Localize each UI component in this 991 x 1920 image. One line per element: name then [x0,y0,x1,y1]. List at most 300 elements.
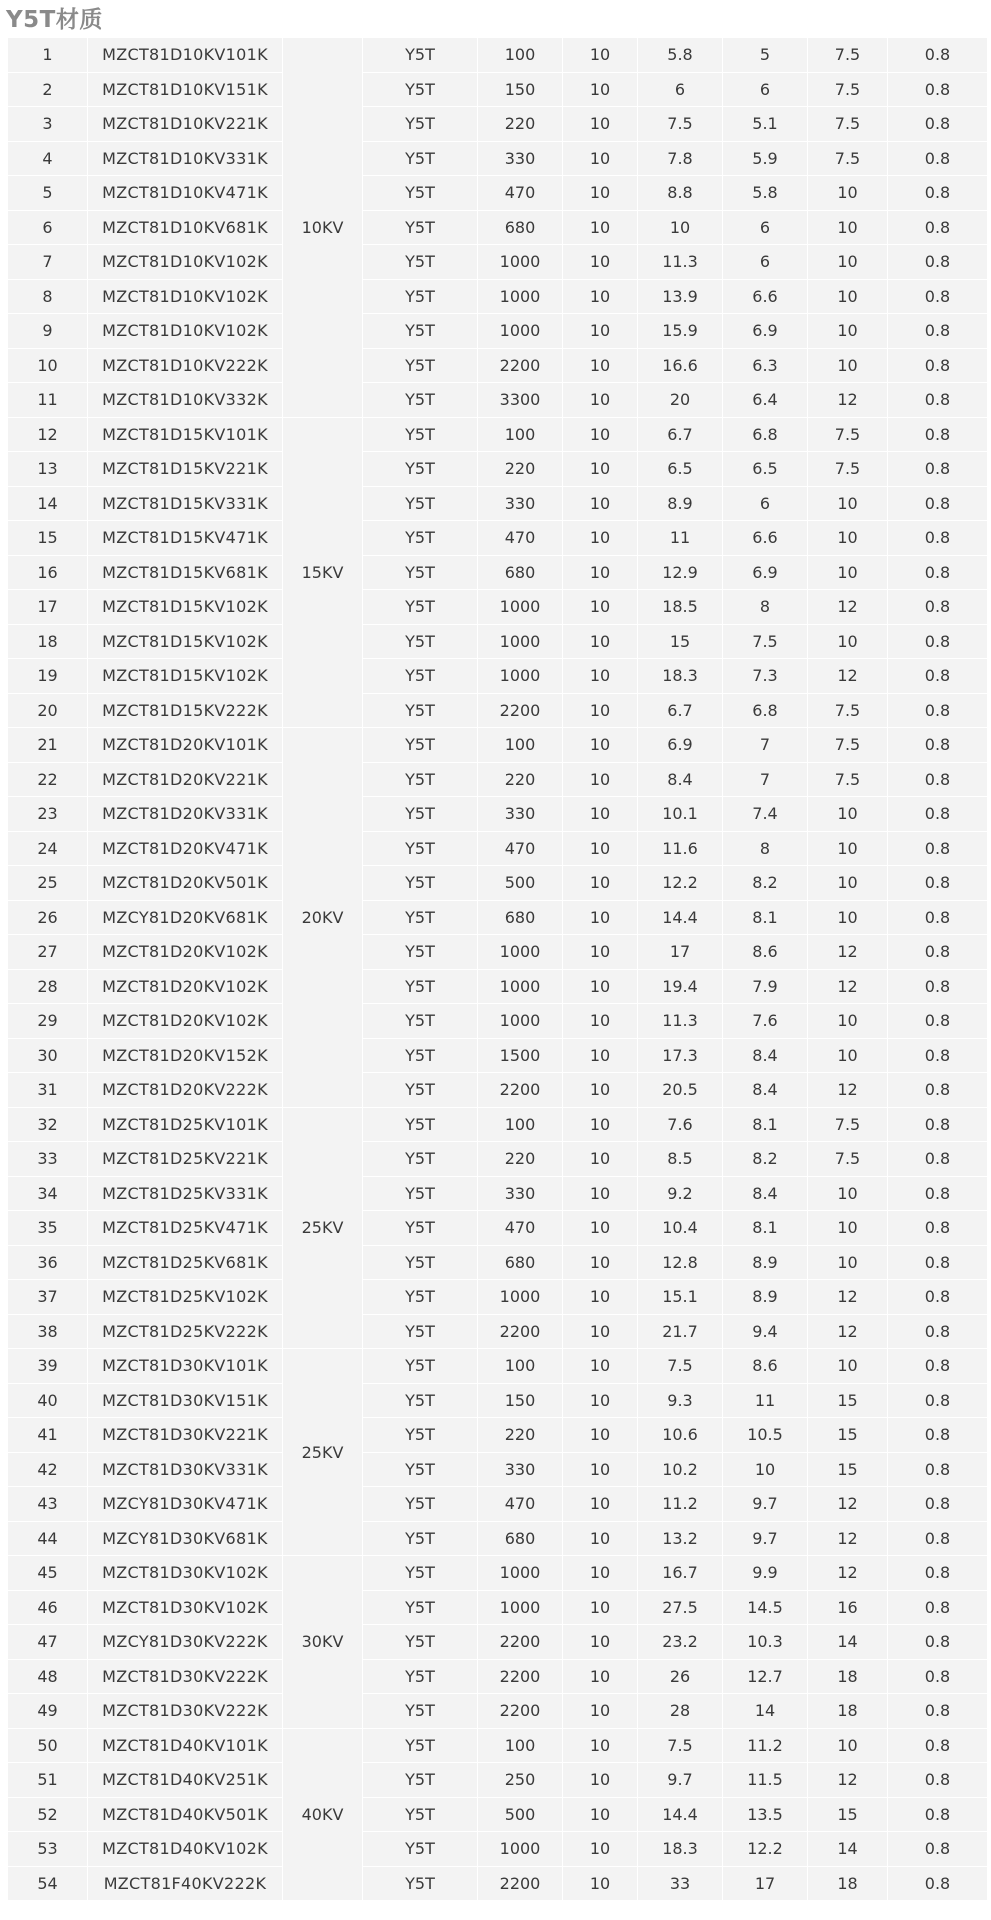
lead-diameter-cell: 0.8 [888,1383,988,1418]
thickness-cell: 10.5 [723,1418,808,1453]
table-row [8,969,988,1004]
lead-spacing-cell: 15 [808,1797,888,1832]
table-row [8,1107,988,1142]
lead-spacing-cell: 15 [808,1383,888,1418]
page-title: Y5T材质 [6,7,103,33]
tolerance-cell: 10 [563,1728,638,1763]
material-cell: Y5T [363,797,478,832]
lead-diameter-cell: 0.8 [888,1418,988,1453]
table-row [8,1452,988,1487]
lead-spacing-cell: 7.5 [808,107,888,142]
table-row [8,831,988,866]
lead-spacing-cell: 7.5 [808,728,888,763]
diameter-cell: 8.4 [638,762,723,797]
material-cell: Y5T [363,417,478,452]
material-cell: Y5T [363,1590,478,1625]
lead-diameter-cell: 0.8 [888,935,988,970]
thickness-cell: 7.6 [723,1004,808,1039]
capacitance-cell: 1000 [478,245,563,280]
diameter-cell: 10.2 [638,1452,723,1487]
thickness-cell: 8 [723,831,808,866]
tolerance-cell: 10 [563,797,638,832]
diameter-cell: 15.1 [638,1280,723,1315]
lead-spacing-cell: 12 [808,1556,888,1591]
lead-diameter-cell: 0.8 [888,1280,988,1315]
lead-diameter-cell: 0.8 [888,245,988,280]
capacitance-cell: 100 [478,38,563,73]
thickness-cell: 14 [723,1694,808,1729]
material-cell: Y5T [363,1073,478,1108]
thickness-cell: 8.9 [723,1245,808,1280]
model-number-cell: MZCT81D20KV222K [88,1073,283,1108]
capacitance-cell: 220 [478,1142,563,1177]
table-row [8,762,988,797]
model-number-cell: MZCT81D15KV221K [88,452,283,487]
diameter-cell: 18.3 [638,1832,723,1867]
lead-spacing-cell: 12 [808,1280,888,1315]
capacitance-cell: 2200 [478,348,563,383]
model-number-cell: MZCT81D30KV151K [88,1383,283,1418]
diameter-cell: 17.3 [638,1038,723,1073]
lead-diameter-cell: 0.8 [888,693,988,728]
tolerance-cell: 10 [563,141,638,176]
capacitance-cell: 470 [478,176,563,211]
table-row [8,728,988,763]
tolerance-cell: 10 [563,486,638,521]
lead-spacing-cell: 10 [808,486,888,521]
capacitance-cell: 1000 [478,1004,563,1039]
lead-spacing-cell: 14 [808,1832,888,1867]
table-row [8,141,988,176]
voltage-group-cell: 25KV [283,1349,363,1556]
lead-spacing-cell: 14 [808,1625,888,1660]
lead-spacing-cell: 10 [808,1004,888,1039]
material-cell: Y5T [363,1314,478,1349]
material-cell: Y5T [363,831,478,866]
model-number-cell: MZCT81D10KV331K [88,141,283,176]
material-cell: Y5T [363,1176,478,1211]
lead-spacing-cell: 15 [808,1452,888,1487]
capacitance-cell: 2200 [478,1073,563,1108]
table-row [8,693,988,728]
lead-spacing-cell: 12 [808,935,888,970]
model-number-cell: MZCT81D40KV501K [88,1797,283,1832]
material-cell: Y5T [363,314,478,349]
row-number-cell: 51 [8,1763,88,1798]
thickness-cell: 8.1 [723,900,808,935]
lead-diameter-cell: 0.8 [888,900,988,935]
capacitance-cell: 1500 [478,1038,563,1073]
lead-spacing-cell: 10 [808,866,888,901]
capacitance-cell: 680 [478,210,563,245]
lead-spacing-cell: 16 [808,1590,888,1625]
material-cell: Y5T [363,1556,478,1591]
model-number-cell: MZCT81D15KV681K [88,555,283,590]
tolerance-cell: 10 [563,1383,638,1418]
tolerance-cell: 10 [563,1038,638,1073]
thickness-cell: 7.9 [723,969,808,1004]
lead-spacing-cell: 12 [808,1521,888,1556]
thickness-cell: 10.3 [723,1625,808,1660]
table-row [8,452,988,487]
diameter-cell: 9.2 [638,1176,723,1211]
lead-spacing-cell: 18 [808,1866,888,1901]
capacitance-cell: 2200 [478,1866,563,1901]
diameter-cell: 13.9 [638,279,723,314]
model-number-cell: MZCT81D20KV221K [88,762,283,797]
tolerance-cell: 10 [563,1625,638,1660]
capacitance-cell: 1000 [478,1556,563,1591]
table-row [8,210,988,245]
lead-diameter-cell: 0.8 [888,141,988,176]
row-number-cell: 12 [8,417,88,452]
row-number-cell: 40 [8,1383,88,1418]
tolerance-cell: 10 [563,969,638,1004]
model-number-cell: MZCT81D40KV102K [88,1832,283,1867]
material-cell: Y5T [363,1866,478,1901]
model-number-cell: MZCT81D10KV332K [88,383,283,418]
thickness-cell: 7 [723,762,808,797]
material-cell: Y5T [363,245,478,280]
tolerance-cell: 10 [563,279,638,314]
lead-diameter-cell: 0.8 [888,1211,988,1246]
capacitance-cell: 330 [478,486,563,521]
material-cell: Y5T [363,762,478,797]
lead-spacing-cell: 18 [808,1659,888,1694]
thickness-cell: 6.6 [723,521,808,556]
material-cell: Y5T [363,1659,478,1694]
thickness-cell: 13.5 [723,1797,808,1832]
diameter-cell: 16.6 [638,348,723,383]
diameter-cell: 11.2 [638,1487,723,1522]
model-number-cell: MZCT81D10KV151K [88,72,283,107]
model-number-cell: MZCT81D10KV102K [88,245,283,280]
material-cell: Y5T [363,1625,478,1660]
capacitance-cell: 680 [478,1245,563,1280]
thickness-cell: 12.2 [723,1832,808,1867]
lead-diameter-cell: 0.8 [888,1625,988,1660]
capacitance-cell: 100 [478,1107,563,1142]
row-number-cell: 44 [8,1521,88,1556]
lead-diameter-cell: 0.8 [888,1866,988,1901]
material-cell: Y5T [363,1763,478,1798]
diameter-cell: 8.8 [638,176,723,211]
diameter-cell: 28 [638,1694,723,1729]
thickness-cell: 14.5 [723,1590,808,1625]
model-number-cell: MZCT81D20KV101K [88,728,283,763]
capacitance-cell: 1000 [478,624,563,659]
diameter-cell: 14.4 [638,900,723,935]
diameter-cell: 8.9 [638,486,723,521]
row-number-cell: 38 [8,1314,88,1349]
tolerance-cell: 10 [563,1349,638,1384]
material-cell: Y5T [363,624,478,659]
lead-diameter-cell: 0.8 [888,1556,988,1591]
material-cell: Y5T [363,141,478,176]
tolerance-cell: 10 [563,1487,638,1522]
material-cell: Y5T [363,486,478,521]
lead-diameter-cell: 0.8 [888,1176,988,1211]
model-number-cell: MZCT81D30KV101K [88,1349,283,1384]
row-number-cell: 42 [8,1452,88,1487]
tolerance-cell: 10 [563,1418,638,1453]
table-row [8,314,988,349]
lead-diameter-cell: 0.8 [888,1487,988,1522]
material-cell: Y5T [363,1107,478,1142]
material-cell: Y5T [363,935,478,970]
tolerance-cell: 10 [563,1452,638,1487]
material-cell: Y5T [363,1728,478,1763]
material-cell: Y5T [363,1142,478,1177]
thickness-cell: 6.9 [723,314,808,349]
thickness-cell: 5.8 [723,176,808,211]
lead-diameter-cell: 0.8 [888,590,988,625]
row-number-cell: 33 [8,1142,88,1177]
material-cell: Y5T [363,348,478,383]
lead-diameter-cell: 0.8 [888,176,988,211]
tolerance-cell: 10 [563,1521,638,1556]
voltage-group-cell: 10KV [283,38,363,418]
row-number-cell: 3 [8,107,88,142]
model-number-cell: MZCT81D15KV101K [88,417,283,452]
lead-diameter-cell: 0.8 [888,1590,988,1625]
lead-spacing-cell: 12 [808,1314,888,1349]
table-row [8,38,988,73]
row-number-cell: 32 [8,1107,88,1142]
capacitance-cell: 2200 [478,1625,563,1660]
tolerance-cell: 10 [563,1004,638,1039]
table-row [8,1038,988,1073]
lead-spacing-cell: 7.5 [808,693,888,728]
lead-diameter-cell: 0.8 [888,659,988,694]
table-row [8,1176,988,1211]
thickness-cell: 6.6 [723,279,808,314]
voltage-group-cell: 20KV [283,728,363,1108]
lead-diameter-cell: 0.8 [888,107,988,142]
row-number-cell: 53 [8,1832,88,1867]
tolerance-cell: 10 [563,1245,638,1280]
lead-spacing-cell: 10 [808,245,888,280]
diameter-cell: 26 [638,1659,723,1694]
row-number-cell: 9 [8,314,88,349]
capacitance-cell: 100 [478,728,563,763]
tolerance-cell: 10 [563,1142,638,1177]
model-number-cell: MZCT81D10KV471K [88,176,283,211]
diameter-cell: 7.5 [638,1728,723,1763]
capacitance-cell: 100 [478,1728,563,1763]
diameter-cell: 7.8 [638,141,723,176]
lead-diameter-cell: 0.8 [888,452,988,487]
table-row [8,1590,988,1625]
thickness-cell: 10 [723,1452,808,1487]
diameter-cell: 20.5 [638,1073,723,1108]
thickness-cell: 7.4 [723,797,808,832]
tolerance-cell: 10 [563,452,638,487]
model-number-cell: MZCT81D20KV152K [88,1038,283,1073]
lead-diameter-cell: 0.8 [888,1073,988,1108]
thickness-cell: 9.7 [723,1487,808,1522]
capacitance-cell: 220 [478,762,563,797]
material-cell: Y5T [363,659,478,694]
thickness-cell: 12.7 [723,1659,808,1694]
diameter-cell: 9.3 [638,1383,723,1418]
thickness-cell: 9.9 [723,1556,808,1591]
capacitance-cell: 330 [478,1176,563,1211]
diameter-cell: 11.6 [638,831,723,866]
lead-diameter-cell: 0.8 [888,38,988,73]
row-number-cell: 1 [8,38,88,73]
model-number-cell: MZCT81D20KV102K [88,935,283,970]
tolerance-cell: 10 [563,348,638,383]
model-number-cell: MZCT81D30KV221K [88,1418,283,1453]
row-number-cell: 48 [8,1659,88,1694]
model-number-cell: MZCT81F40KV222K [88,1866,283,1901]
lead-diameter-cell: 0.8 [888,555,988,590]
model-number-cell: MZCT81D30KV222K [88,1659,283,1694]
lead-diameter-cell: 0.8 [888,1314,988,1349]
model-number-cell: MZCT81D15KV331K [88,486,283,521]
thickness-cell: 11.5 [723,1763,808,1798]
table-row [8,1418,988,1453]
lead-spacing-cell: 10 [808,176,888,211]
thickness-cell: 6.5 [723,452,808,487]
capacitance-cell: 330 [478,797,563,832]
model-number-cell: MZCT81D30KV222K [88,1694,283,1729]
material-cell: Y5T [363,107,478,142]
capacitance-cell: 330 [478,141,563,176]
thickness-cell: 8.2 [723,1142,808,1177]
capacitance-cell: 680 [478,1521,563,1556]
row-number-cell: 16 [8,555,88,590]
row-number-cell: 20 [8,693,88,728]
lead-diameter-cell: 0.8 [888,624,988,659]
thickness-cell: 11 [723,1383,808,1418]
table-row [8,1694,988,1729]
model-number-cell: MZCT81D20KV102K [88,969,283,1004]
material-cell: Y5T [363,210,478,245]
row-number-cell: 7 [8,245,88,280]
diameter-cell: 6.5 [638,452,723,487]
tolerance-cell: 10 [563,659,638,694]
table-row [8,176,988,211]
capacitance-cell: 1000 [478,590,563,625]
lead-spacing-cell: 10 [808,1176,888,1211]
thickness-cell: 6.3 [723,348,808,383]
lead-spacing-cell: 12 [808,590,888,625]
diameter-cell: 27.5 [638,1590,723,1625]
model-number-cell: MZCY81D30KV681K [88,1521,283,1556]
diameter-cell: 9.7 [638,1763,723,1798]
lead-spacing-cell: 10 [808,1038,888,1073]
material-cell: Y5T [363,1832,478,1867]
material-cell: Y5T [363,1452,478,1487]
capacitance-cell: 150 [478,72,563,107]
capacitance-cell: 220 [478,1418,563,1453]
lead-spacing-cell: 12 [808,1073,888,1108]
lead-spacing-cell: 10 [808,900,888,935]
capacitance-cell: 470 [478,831,563,866]
material-cell: Y5T [363,969,478,1004]
lead-spacing-cell: 7.5 [808,762,888,797]
diameter-cell: 12.8 [638,1245,723,1280]
row-number-cell: 30 [8,1038,88,1073]
tolerance-cell: 10 [563,1314,638,1349]
table-row [8,1763,988,1798]
row-number-cell: 36 [8,1245,88,1280]
table-body [8,38,988,1901]
table-row [8,1280,988,1315]
tolerance-cell: 10 [563,831,638,866]
table-row [8,1659,988,1694]
material-cell: Y5T [363,176,478,211]
table-row [8,1797,988,1832]
model-number-cell: MZCT81D25KV331K [88,1176,283,1211]
diameter-cell: 6.7 [638,417,723,452]
material-cell: Y5T [363,555,478,590]
lead-diameter-cell: 0.8 [888,1659,988,1694]
thickness-cell: 8.1 [723,1211,808,1246]
lead-diameter-cell: 0.8 [888,348,988,383]
diameter-cell: 11 [638,521,723,556]
lead-spacing-cell: 7.5 [808,1107,888,1142]
material-cell: Y5T [363,1280,478,1315]
thickness-cell: 6.9 [723,555,808,590]
row-number-cell: 39 [8,1349,88,1384]
diameter-cell: 14.4 [638,1797,723,1832]
diameter-cell: 33 [638,1866,723,1901]
capacitance-cell: 2200 [478,1314,563,1349]
model-number-cell: MZCT81D20KV471K [88,831,283,866]
model-number-cell: MZCY81D20KV681K [88,900,283,935]
table-row [8,659,988,694]
capacitance-cell: 1000 [478,659,563,694]
material-cell: Y5T [363,866,478,901]
table-row [8,348,988,383]
lead-diameter-cell: 0.8 [888,1728,988,1763]
tolerance-cell: 10 [563,1763,638,1798]
table-row [8,1383,988,1418]
diameter-cell: 10 [638,210,723,245]
lead-spacing-cell: 12 [808,1487,888,1522]
diameter-cell: 10.6 [638,1418,723,1453]
diameter-cell: 23.2 [638,1625,723,1660]
thickness-cell: 5 [723,38,808,73]
lead-spacing-cell: 7.5 [808,141,888,176]
material-cell: Y5T [363,38,478,73]
row-number-cell: 18 [8,624,88,659]
thickness-cell: 6.8 [723,417,808,452]
material-cell: Y5T [363,521,478,556]
lead-spacing-cell: 10 [808,279,888,314]
tolerance-cell: 10 [563,555,638,590]
lead-spacing-cell: 10 [808,521,888,556]
lead-spacing-cell: 10 [808,1211,888,1246]
capacitance-cell: 250 [478,1763,563,1798]
table-row [8,72,988,107]
lead-spacing-cell: 10 [808,314,888,349]
diameter-cell: 6 [638,72,723,107]
row-number-cell: 22 [8,762,88,797]
model-number-cell: MZCT81D15KV102K [88,659,283,694]
lead-spacing-cell: 10 [808,1349,888,1384]
tolerance-cell: 10 [563,1073,638,1108]
lead-spacing-cell: 12 [808,969,888,1004]
model-number-cell: MZCT81D20KV501K [88,866,283,901]
material-cell: Y5T [363,1418,478,1453]
tolerance-cell: 10 [563,1832,638,1867]
material-cell: Y5T [363,1211,478,1246]
lead-diameter-cell: 0.8 [888,383,988,418]
